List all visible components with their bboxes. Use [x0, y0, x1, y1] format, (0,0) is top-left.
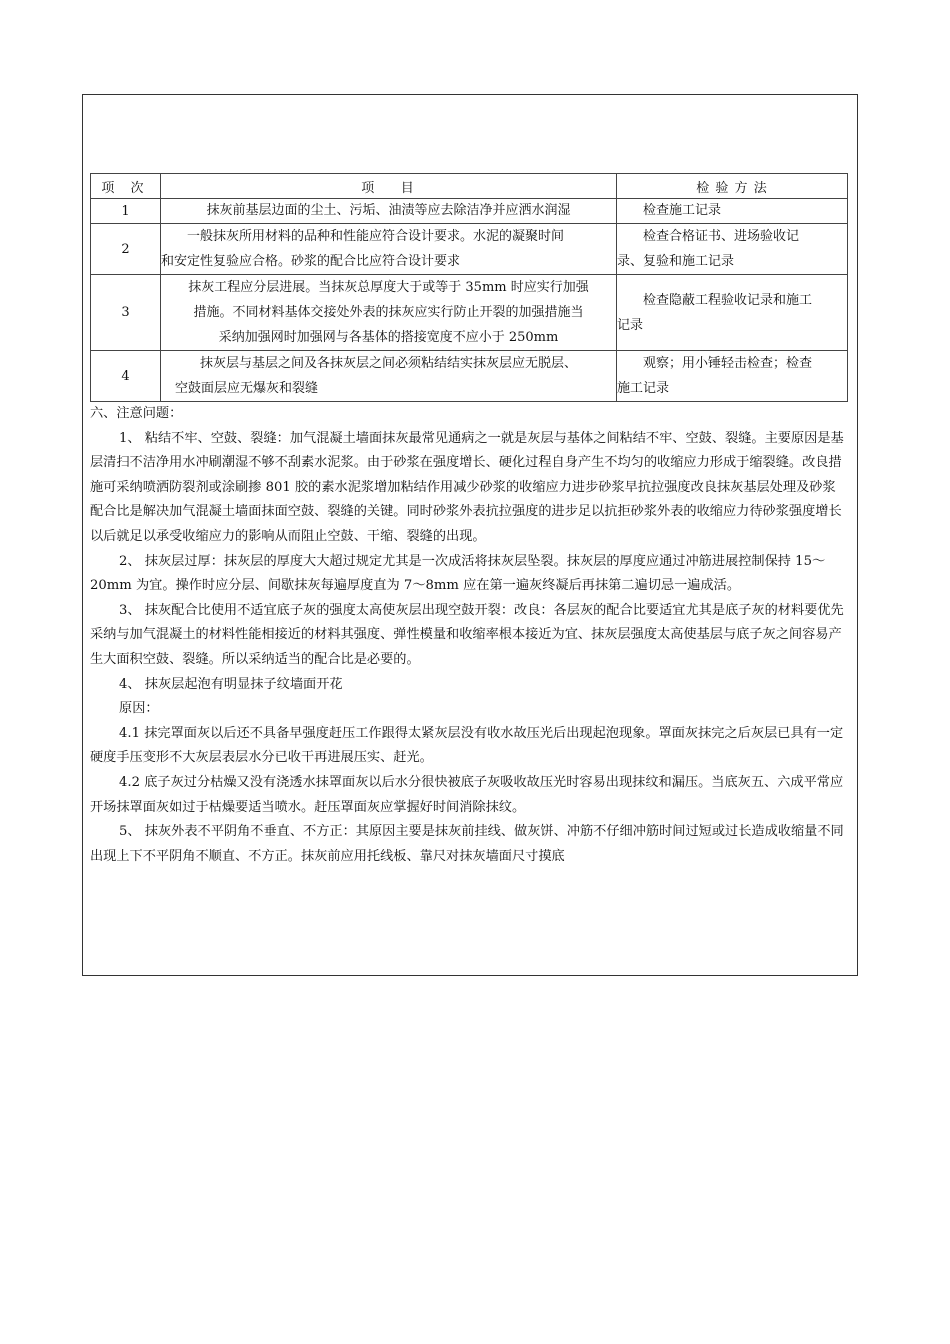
- row-method: [617, 224, 848, 275]
- row-item: [161, 275, 617, 351]
- method-line: 检查合格证书、进场验收记: [643, 229, 800, 244]
- notes-paragraph: 4.2 底子灰过分枯燥又没有浇透水抹罩面灰以后水分很快被底子灰吸收故压光时容易出现抹纹和漏压。当底灰五、六成平常应开场抹罩面灰如过于枯燥要适当喷水。赶压罩面灰应掌握好时间消除抹纹。: [90, 774, 844, 815]
- header-item: 项 目: [161, 174, 617, 199]
- item-line: 措施。不同材料基体交接处外表的抹灰应实行防止开裂的加强措施当: [193, 305, 584, 320]
- row-item: [161, 351, 617, 402]
- row-no: 1: [91, 199, 161, 224]
- notes-paragraph: 3、 抹灰配合比使用不适宜底子灰的强度太高使灰层出现空鼓开裂：改良：各层灰的配合比要适宜尤其是底子灰的材料要优先采纳与加气混凝土的材料性能相接近的材料其强度、弹性模量和收缩率根本接近为宜、抹灰层强度太高使基层与底子灰之间容易产生大面积空鼓、裂缝。所以采纳适当的配合比是必要的。: [90, 602, 844, 667]
- item-line: 空鼓面层应无爆灰和裂缝: [175, 381, 319, 396]
- method-line: 施工记录: [617, 381, 670, 396]
- notes-paragraph: 原因：: [119, 701, 159, 717]
- method-line: 检查施工记录: [643, 203, 722, 218]
- method-line: 观察；用小锤轻击检查；检查: [643, 356, 813, 371]
- notes-title: 六、注意问题：: [90, 406, 183, 421]
- table-header-row: [91, 174, 848, 199]
- notes-paragraph: 5、 抹灰外表不平阴角不垂直、不方正：其原因主要是抹灰前挂线、做灰饼、冲筋不仔细冲筋时间过短或过长造成收缩量不同出现上下不平阴角不顺直、不方正。抹灰前应用托线板、靠尺对抹灰墙面尺寸摸底: [90, 824, 844, 864]
- notes-paragraph: 1、 粘结不牢、空鼓、裂缝：加气混凝土墙面抹灰最常见通病之一就是灰层与基体之间粘结不牢、空鼓、裂缝。主要原因是基层清扫不洁净用水冲刷潮湿不够不刮素水泥浆。由于砂浆在强度增长、硬化过程自身产生不均匀的收缩应力形成于缩裂缝。改良措施可采纳喷洒防裂剂或涂刷掺 801 胶的素水泥浆增加粘结作用减少砂浆的收缩应力进步砂浆早抗拉强度改良抹灰基层处理及砂浆配合比是解决加气混凝土墙面抹面空鼓、裂缝的关键。同时砂浆外表抗拉强度的进步足以抗拒砂浆外表的收缩应力待砂浆强度增长以后就足以承受收缩应力的影响从而阻止空鼓、干缩、裂缝的出现。: [90, 430, 844, 544]
- header-method: 检 验 方 法: [617, 174, 848, 199]
- row-item: [161, 199, 617, 224]
- inspection-table: [90, 173, 848, 402]
- row-method: [617, 351, 848, 402]
- header-no: 项 次: [91, 174, 161, 199]
- row-method: [617, 199, 848, 224]
- row-no: 3: [91, 275, 161, 351]
- table-row: [91, 351, 848, 402]
- notes-paragraph: 2、 抹灰层过厚：抹灰层的厚度大大超过规定尤其是一次成活将抹灰层坠裂。抹灰层的厚度应通过冲筋进展控制保持 15～20mm 为宜。操作时应分层、间歇抹灰每遍厚度直为 7～8mm 应在第一遍灰终凝后再抹第二遍切忌一遍成活。: [90, 553, 826, 594]
- table-row: [91, 275, 848, 351]
- notes-paragraph: 4、 抹灰层起泡有明显抹子纹墙面开花: [119, 676, 343, 692]
- notes-section: [90, 402, 848, 869]
- item-line: 抹灰前基层边面的尘土、污垢、油渍等应去除洁净并应洒水润湿: [206, 203, 571, 218]
- method-line: 记录: [617, 317, 644, 333]
- item-line: 和安定性复验应合格。砂浆的配合比应符合设计要求: [161, 254, 461, 269]
- table-row: [91, 224, 848, 275]
- row-no: 4: [91, 351, 161, 402]
- notes-paragraph: 4.1 抹完罩面灰以后还不具备早强度赶压工作跟得太紧灰层没有收水故压光后出现起泡现象。罩面灰抹完之后灰层已具有一定硬度手压变形不大灰层表层水分已收干再进展压实、赶光。: [90, 725, 844, 766]
- method-line: 检查隐蔽工程验收记录和施工: [643, 292, 813, 308]
- row-no: 2: [91, 224, 161, 275]
- item-line: 抹灰工程应分层进展。当抹灰总厚度大于或等于 35mm 时应实行加强: [188, 280, 589, 295]
- item-line: 采纳加强网时加强网与各基体的搭接宽度不应小于 250mm: [218, 330, 559, 345]
- method-line: 录、复验和施工记录: [617, 254, 735, 269]
- item-line: 一般抹灰所用材料的品种和性能应符合设计要求。水泥的凝聚时间: [187, 229, 565, 244]
- table-row: [91, 199, 848, 224]
- row-item: [161, 224, 617, 275]
- item-line: 抹灰层与基层之间及各抹灰层之间必须粘结结实抹灰层应无脱层、: [199, 356, 577, 371]
- row-method: [617, 275, 848, 351]
